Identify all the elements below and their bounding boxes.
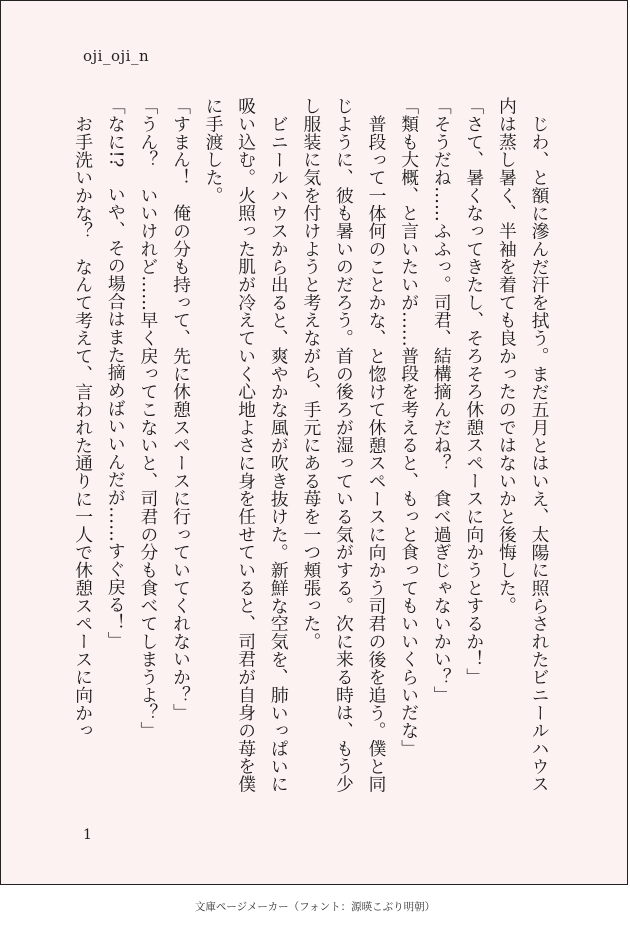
- paragraph: 普段って一体何のことかな、と惚けて休憩スペースに向かう司君の後を追う。僕と同じように、彼も暑いのだろう。首の後ろが湿っている気がする。次に来る時は、もう少し服装に気を付けようと考えながら、手元にある苺を一つ頬張った。: [300, 97, 388, 793]
- paragraph: じわ、と額に滲んだ汗を拭う。まだ五月とはいえ、太陽に照らされたビニールハウス内は蒸し暑く、半袖を着ても良かったのではないかと後悔した。: [496, 97, 550, 793]
- page-number: 1: [83, 827, 92, 843]
- paragraph: 「さて、暑くなってきたし、そろそろ休憩スペースに向かうとするか！」: [463, 97, 485, 686]
- paragraph: 「そうだね……ふふっ。司君、結構摘んだね？ 食べ過ぎじゃないかい？」: [431, 97, 453, 704]
- paragraph: 「なに!? いや、その場合はまた摘めばいいんだが……すぐ戻る！」: [105, 97, 127, 649]
- paragraph: 「すまん！ 俺の分も持って、先に休憩スペースに行っていてくれないか？」: [170, 97, 192, 722]
- paragraph: 「類も大概、と言いたいが……普段を考えると、もっと食ってもいいくらいだな」: [398, 97, 420, 758]
- paragraph: ビニールハウスから出ると、爽やかな風が吹き抜けた。新鮮な空気を、肺いっぱいに吸い込む。火照った肌が冷えていく心地よさに身を任せていると、司君が自身の苺を僕に手渡した。: [203, 97, 290, 793]
- author-name: oji_oji_n: [83, 47, 150, 65]
- paragraph: お手洗いかな？ なんて考えて、言われた通りに一人で休憩スペースに向かっ: [72, 114, 94, 740]
- paragraph: 「うん？ いいけれど……早く戻ってこないと、司君の分も食べてしまうよ？」: [137, 97, 159, 740]
- body-text: [66, 97, 555, 797]
- generator-credit: 文庫ページメーカー（フォント：源暎こぶり明朝）: [194, 901, 436, 913]
